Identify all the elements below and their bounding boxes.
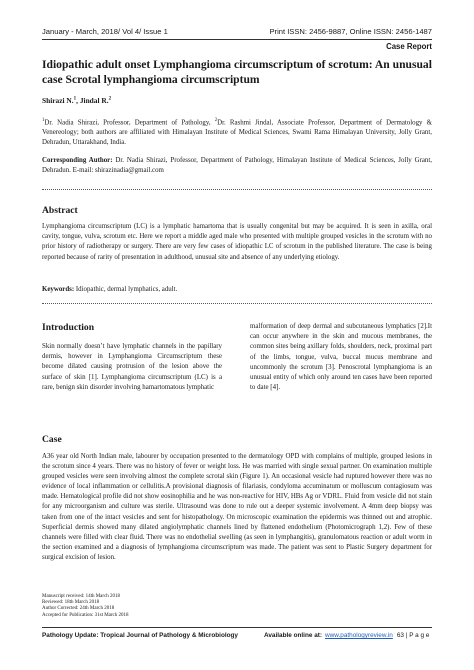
abstract-heading: Abstract xyxy=(42,205,78,216)
date-corrected: Author Corrected: 24th March 2018 xyxy=(42,606,115,612)
affil-sup-2: 2 xyxy=(214,118,218,123)
divider-dotted xyxy=(42,189,432,190)
header-rule xyxy=(42,39,432,40)
author-2-sup: 2 xyxy=(108,96,112,102)
corresponding-text: Dr. Nadia Shirazi, Professor, Department of Pathology, Himalayan Institute of Medical Sciences, Jolly Grant, Dehradun. E-mail: shirazinadia@gmail.com xyxy=(42,157,432,174)
footer-rule xyxy=(42,627,432,628)
author-list xyxy=(42,96,111,105)
author-separator: , xyxy=(76,96,80,105)
keywords xyxy=(42,285,432,295)
affiliations xyxy=(42,116,432,148)
page-number: 63 | P a g e xyxy=(396,632,430,639)
case-text: A36 year old North Indian male, labourer by occupation presented to the dermatology OPD with complains of multiple, grouped lesions in the scrotum since 4 years. There was no history of fever or weight loss. He was married with single sexual partner. On examination multiple grouped vesicles were seen involving almost the complete scrotal skin (Figure 1). An occasional vesicle had ruptured however there was no evidence of local inflammation or cellulitis.A provisional diagnosis of filariasis, condyloma accuminatum or molluscum contagiosum was made. Hematological profile did not show eosinophilia and he was non-reactive for HIV, HBs Ag or VDRL. Fluid from vesicle did not stain for any microorganism and culture was sterile. Ultrasound was done to rule out a deeper systemic involvement. A 4mm deep biopsy was taken from one of the intact vesicles and sent for histopathology. On microscopic examination the epidermis was thinned out and atrophic. Superficial dermis showed many dilated angiolymphatic channels lined by flattened endothelium (Photomicrograph 1,2). Few of these channels were filled with clear fluid. There was no endothelial swelling (as seen in lymphangitis), granulomatous reaction or adult worm in the section examined and a diagnosis of lymphangioma circumscriptum was made. The patient was sent to Plastic Surgery department for surgical excision of lesion. xyxy=(42,453,432,561)
date-received: Manuscript received: 14th March 2018 xyxy=(42,594,121,599)
issn-info: Print ISSN: 2456-9887, Online ISSN: 2456-1487 xyxy=(269,27,432,36)
date-reviewed: Reviewed: 18th March 2018 xyxy=(42,600,100,606)
affil-text-1: Dr. Nadia Shirazi, Professor, Department of Pathology, xyxy=(44,119,215,127)
abstract-text: Lymphangioma circumscriptum (LC) is a lymphatic hamartoma that is usually congenital but may be acquired. It is seen in axilla, oral cavity, tongue, vulva, scrotum etc. Here we report a middle aged male who presented with multiple grouped vesicles in the scrotum with no prior history of radiotherapy or surgery. There are very few cases of idiopathic LC of scrotum in the published literature. The case is being reported because of rarity of presentation in adulthood, unusual site and absence of any underlying etiology. xyxy=(42,223,432,261)
article-title: Idiopathic adult onset Lymphangioma circumscriptum of scrotum: An unusual case Scrotal lymphangioma circumscriptum xyxy=(42,58,432,86)
article-type: Case Report xyxy=(386,42,432,51)
introduction-col-1: Skin normally doesn’t have lymphatic channels in the papillary dermis, however in Lymphangioma Circumscriptum these become dilated causing protrusion of the lesion above the surface of skin [1]. Lymphangioma circumscriptum (LC) is a rare, benign skin disorder involving hamartomatous lymphatic xyxy=(42,343,222,391)
journal-url-link[interactable]: www.pathologyreview.in xyxy=(325,632,393,639)
affil-sup-1: 1 xyxy=(42,118,45,123)
introduction-heading: Introduction xyxy=(42,322,95,333)
date-accepted: Accepted for Publication: 31st March 2018 xyxy=(42,612,129,618)
keywords-text: Idiopathic, dermal lymphatics, adult. xyxy=(74,286,178,293)
divider-dotted xyxy=(42,303,432,304)
author-2: Jindal R. xyxy=(79,96,109,105)
manuscript-dates xyxy=(42,594,129,619)
page-footer xyxy=(42,632,432,639)
issue-info: January - March, 2018/ Vol 4/ Issue 1 xyxy=(42,27,168,36)
journal-name: Pathology Update: Tropical Journal of Pathology & Microbiology xyxy=(42,632,238,639)
corresponding-author xyxy=(42,156,432,176)
introduction-col-2: malformation of deep dermal and subcutaneous lymphatics [2].It can occur anywhere in the skin and mucous membranes, the common sites being axillary folds, shoulders, neck, proximal part of the limbs, tongue, vulva, buccal mucus membrane and uncommonly the scrotum [3]. Penoscrotal lymphangioma is an unusual entity of which only around ten cases have been reported to date [4]. xyxy=(250,323,432,392)
keywords-label: Keywords: xyxy=(42,286,75,293)
author-1-sup: 1 xyxy=(73,96,77,102)
running-header xyxy=(42,27,432,36)
affil-text-2: Dr. Rashmi Jindal, Associate Professor, Department of Dermatology & Venereology; both authors are affiliated with Himalayan Institute of Medical Sciences, Swami Rama Himalayan University, Jolly Grant, Dehradun, Uttarakhand, India. xyxy=(42,119,432,147)
corresponding-label: Corresponding Author: xyxy=(42,157,113,164)
author-1: Shirazi N. xyxy=(42,96,74,105)
case-heading: Case xyxy=(42,434,62,445)
available-label: Available online at: xyxy=(264,632,323,639)
